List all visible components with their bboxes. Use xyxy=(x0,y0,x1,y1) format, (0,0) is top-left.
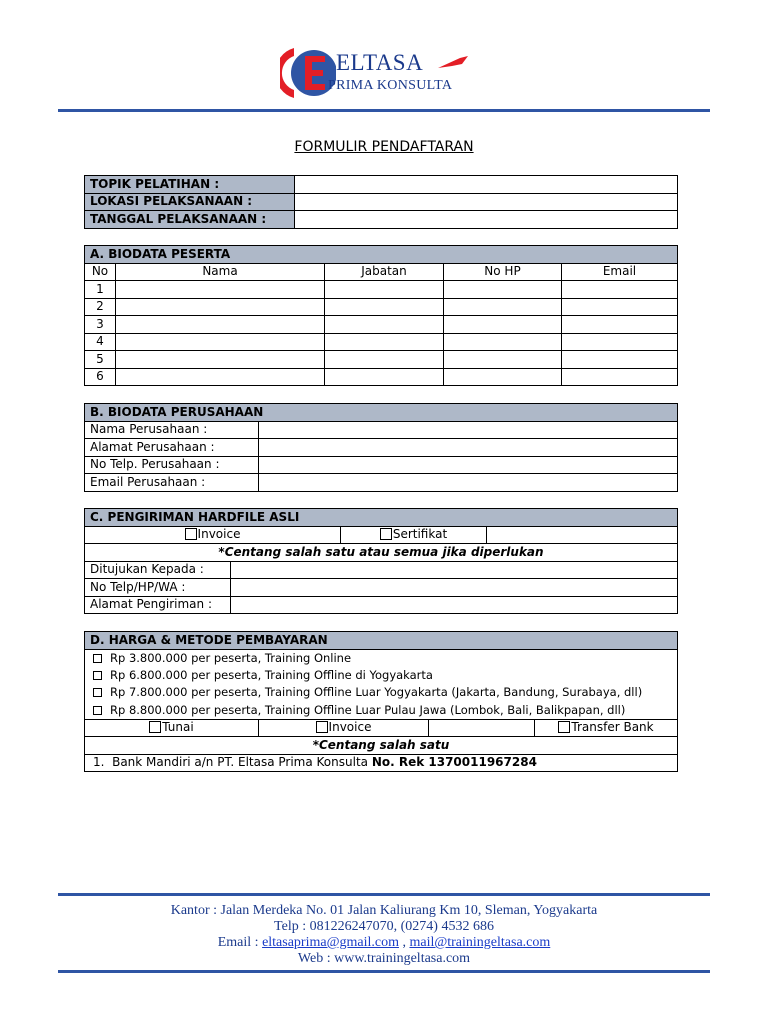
date-label: TANGGAL PELAKSANAAN : xyxy=(85,211,295,229)
invoice-option[interactable] xyxy=(85,526,341,544)
table-row xyxy=(85,351,678,369)
invoice-option-label: Invoice xyxy=(197,527,241,542)
section-b-title: B. BIODATA PERUSAHAAN xyxy=(85,404,678,422)
footer-email-line xyxy=(0,935,768,951)
delivery-phone-label: No Telp/HP/WA : xyxy=(85,579,231,597)
recipient-label: Ditujukan Kepada : xyxy=(85,561,231,579)
topic-label: TOPIK PELATIHAN : xyxy=(85,176,295,194)
participant-table xyxy=(84,245,678,386)
payment-table xyxy=(84,631,678,772)
location-field[interactable] xyxy=(295,193,678,211)
price-option[interactable] xyxy=(85,702,678,720)
delivery-table xyxy=(84,508,678,614)
company-email-field[interactable] xyxy=(259,474,678,492)
position-cell[interactable] xyxy=(325,281,444,299)
table-row xyxy=(85,316,678,334)
cash-option-label: Tunai xyxy=(162,720,194,735)
company-logo xyxy=(280,42,480,102)
name-cell[interactable] xyxy=(116,281,325,299)
checkbox-icon[interactable] xyxy=(93,688,102,697)
form-title: FORMULIR PENDAFTARAN xyxy=(294,139,474,155)
row-number: 2 xyxy=(85,298,116,316)
email-link-gmail[interactable]: eltasaprima@gmail.com xyxy=(262,935,399,950)
phone-cell[interactable] xyxy=(444,281,562,299)
email-link-training[interactable]: mail@trainingeltasa.com xyxy=(409,935,551,950)
checkbox-icon[interactable] xyxy=(93,671,102,680)
empty-cell xyxy=(487,526,678,544)
logo-tagline: PRIMA KONSULTA xyxy=(328,78,453,93)
invoice-payment-option-label: Invoice xyxy=(328,720,372,735)
delivery-address-label: Alamat Pengiriman : xyxy=(85,596,231,614)
checkbox-icon[interactable] xyxy=(93,654,102,663)
certificate-option[interactable] xyxy=(341,526,487,544)
email-cell[interactable] xyxy=(562,281,678,299)
logo-brand-text: ELTASA xyxy=(336,50,424,75)
position-cell[interactable] xyxy=(325,298,444,316)
price-option-label: Rp 7.800.000 per peserta, Training Offline Luar Yogyakarta (Jakarta, Bandung, Surabaya, dll) xyxy=(110,685,643,700)
company-phone-label: No Telp. Perusahaan : xyxy=(85,456,259,474)
name-cell[interactable] xyxy=(116,351,325,369)
row-number: 5 xyxy=(85,351,116,369)
footer-divider-bottom xyxy=(58,970,710,973)
date-field[interactable] xyxy=(295,211,678,229)
transfer-option[interactable] xyxy=(535,719,678,737)
payment-note: *Centang salah satu xyxy=(85,737,678,755)
table-row xyxy=(85,298,678,316)
price-option[interactable] xyxy=(85,684,678,702)
footer-phone: Telp : 081226247070, (0274) 4532 686 xyxy=(274,919,494,934)
name-cell[interactable] xyxy=(116,333,325,351)
phone-cell[interactable] xyxy=(444,298,562,316)
position-cell[interactable] xyxy=(325,351,444,369)
footer-office: Kantor : Jalan Merdeka No. 01 Jalan Kaliurang Km 10, Sleman, Yogyakarta xyxy=(170,903,598,918)
table-row xyxy=(85,333,678,351)
topic-field[interactable] xyxy=(295,176,678,194)
checkbox-icon[interactable] xyxy=(316,721,328,733)
recipient-field[interactable] xyxy=(231,561,678,579)
delivery-note: *Centang salah satu atau semua jika diperlukan xyxy=(85,544,678,562)
invoice-payment-option[interactable] xyxy=(259,719,429,737)
bank-name: Bank Mandiri a/n PT. Eltasa Prima Konsulta xyxy=(112,755,372,770)
email-cell[interactable] xyxy=(562,351,678,369)
company-name-label: Nama Perusahaan : xyxy=(85,421,259,439)
logo-wing-icon xyxy=(438,56,468,70)
email-cell[interactable] xyxy=(562,298,678,316)
checkbox-icon[interactable] xyxy=(380,528,392,540)
row-number: 4 xyxy=(85,333,116,351)
company-table xyxy=(84,403,678,492)
delivery-address-field[interactable] xyxy=(231,596,678,614)
price-option[interactable] xyxy=(85,667,678,685)
company-phone-field[interactable] xyxy=(259,456,678,474)
row-number: 1 xyxy=(85,281,116,299)
footer-contact xyxy=(0,903,768,967)
name-cell[interactable] xyxy=(116,316,325,334)
name-cell[interactable] xyxy=(116,368,325,386)
checkbox-icon[interactable] xyxy=(558,721,570,733)
column-header-email: Email xyxy=(562,263,678,281)
checkbox-icon[interactable] xyxy=(93,706,102,715)
position-cell[interactable] xyxy=(325,368,444,386)
column-header-position: Jabatan xyxy=(325,263,444,281)
name-cell[interactable] xyxy=(116,298,325,316)
phone-cell[interactable] xyxy=(444,333,562,351)
checkbox-icon[interactable] xyxy=(185,528,197,540)
email-cell[interactable] xyxy=(562,333,678,351)
price-option-label: Rp 3.800.000 per peserta, Training Online xyxy=(110,650,352,665)
company-email-label: Email Perusahaan : xyxy=(85,474,259,492)
footer-email-separator: , xyxy=(398,935,410,950)
company-address-field[interactable] xyxy=(259,439,678,457)
bank-account-number: No. Rek 1370011967284 xyxy=(371,755,537,770)
footer-web: Web : www.trainingeltasa.com xyxy=(297,951,471,966)
price-option-label: Rp 8.800.000 per peserta, Training Offline Luar Pulau Jawa (Lombok, Bali, Balikpapan, dll) xyxy=(110,702,626,717)
position-cell[interactable] xyxy=(325,316,444,334)
cash-option[interactable] xyxy=(85,719,259,737)
bank-list-number: 1. xyxy=(93,755,105,770)
header-divider xyxy=(58,109,710,112)
checkbox-icon[interactable] xyxy=(149,721,161,733)
phone-cell[interactable] xyxy=(444,316,562,334)
section-c-title: C. PENGIRIMAN HARDFILE ASLI xyxy=(85,509,678,527)
table-row xyxy=(85,281,678,299)
phone-cell[interactable] xyxy=(444,368,562,386)
location-label: LOKASI PELAKSANAAN : xyxy=(85,193,295,211)
company-address-label: Alamat Perusahaan : xyxy=(85,439,259,457)
certificate-option-label: Sertifikat xyxy=(392,527,448,542)
column-header-no: No xyxy=(85,263,116,281)
position-cell[interactable] xyxy=(325,333,444,351)
row-number: 6 xyxy=(85,368,116,386)
company-name-field[interactable] xyxy=(259,421,678,439)
footer-divider-top xyxy=(58,893,710,896)
column-header-name: Nama xyxy=(116,263,325,281)
empty-cell xyxy=(429,719,535,737)
delivery-phone-field[interactable] xyxy=(231,579,678,597)
table-row xyxy=(85,368,678,386)
phone-cell[interactable] xyxy=(444,351,562,369)
footer-email-label: Email : xyxy=(217,935,263,950)
section-a-title: A. BIODATA PESERTA xyxy=(85,246,678,264)
transfer-option-label: Transfer Bank xyxy=(571,720,654,735)
section-d-title: D. HARGA & METODE PEMBAYARAN xyxy=(85,632,678,650)
email-cell[interactable] xyxy=(562,316,678,334)
email-cell[interactable] xyxy=(562,368,678,386)
column-header-phone: No HP xyxy=(444,263,562,281)
bank-account-item xyxy=(85,754,678,772)
training-info-table xyxy=(84,175,678,229)
row-number: 3 xyxy=(85,316,116,334)
price-option[interactable] xyxy=(85,649,678,667)
price-option-label: Rp 6.800.000 per peserta, Training Offline di Yogyakarta xyxy=(110,667,433,682)
